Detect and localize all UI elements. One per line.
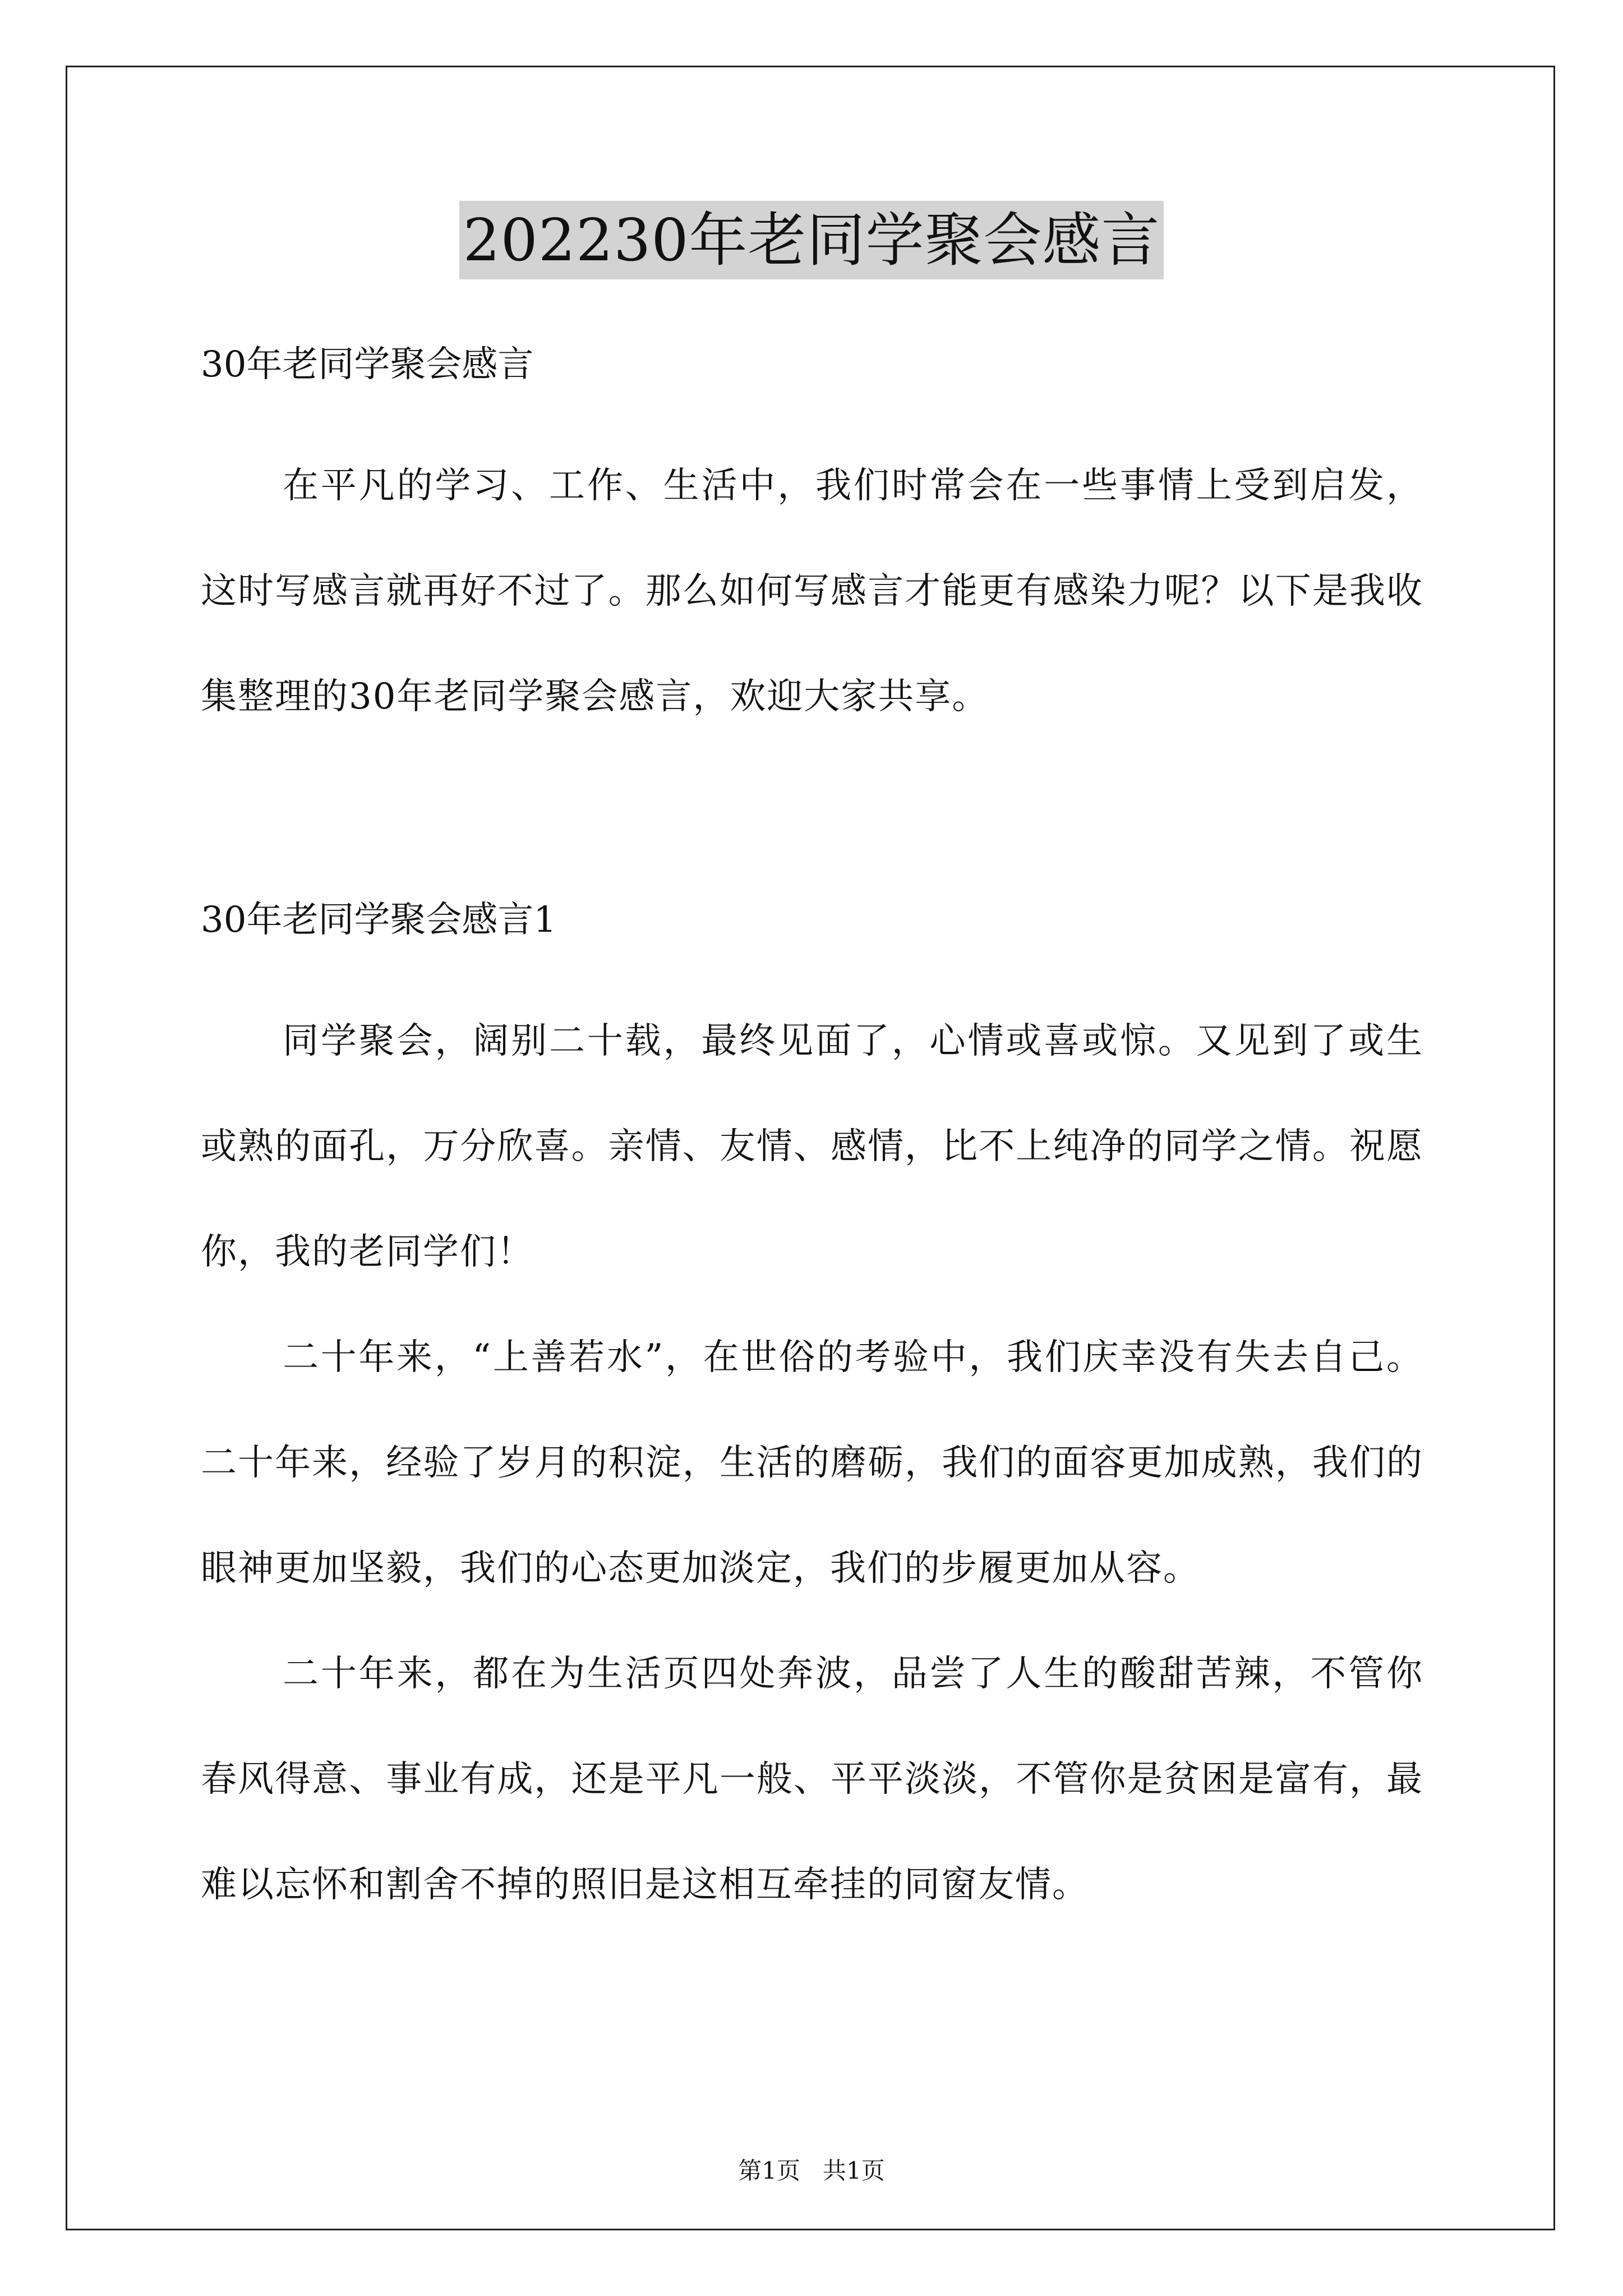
paragraph: 同学聚会，阔别二十载，最终见面了，心情或喜或惊。又见到了或生或熟的面孔，万分欣喜。亲情、友情、感情，比不上纯净的同学之情。祝愿你，我的老同学们！ <box>201 1020 1423 1273</box>
document-title: 202230年老同学聚会感言 <box>459 201 1163 279</box>
paragraph-intro: 在平凡的学习、工作、生活中，我们时常会在一些事情上受到启发，这时写感言就再好不过了。那么如何写感言才能更有感染力呢？以下是我收集整理的30年老同学聚会感言，欢迎大家共享。 <box>201 465 1423 717</box>
spacer <box>201 393 1423 433</box>
paragraph: 二十年来，“上善若水”，在世俗的考验中，我们庆幸没有失去自己。二十年来，经验了岁月的积淀，生活的磨砺，我们的面容更加成熟，我们的眼神更加坚毅，我们的心态更加淡定，我们的步履更加从容。 <box>201 1337 1423 1589</box>
document-body <box>201 337 1423 1938</box>
paragraph: 二十年来，都在为生活页四处奔波，品尝了人生的酸甜苦辣，不管你春风得意、事业有成，还是平凡一般、平平淡淡，不管你是贫困是富有，最难以忘怀和割舍不掉的照旧是这相互牵挂的同窗友情。 <box>201 1653 1423 1906</box>
spacer <box>201 749 1423 892</box>
spacer <box>201 948 1423 988</box>
section-heading-intro: 30年老同学聚会感言 <box>201 344 534 385</box>
section-heading-1: 30年老同学聚会感言1 <box>201 899 557 941</box>
page-number-footer: 第1页 共1页 <box>738 2157 885 2184</box>
title-container <box>0 201 1623 279</box>
